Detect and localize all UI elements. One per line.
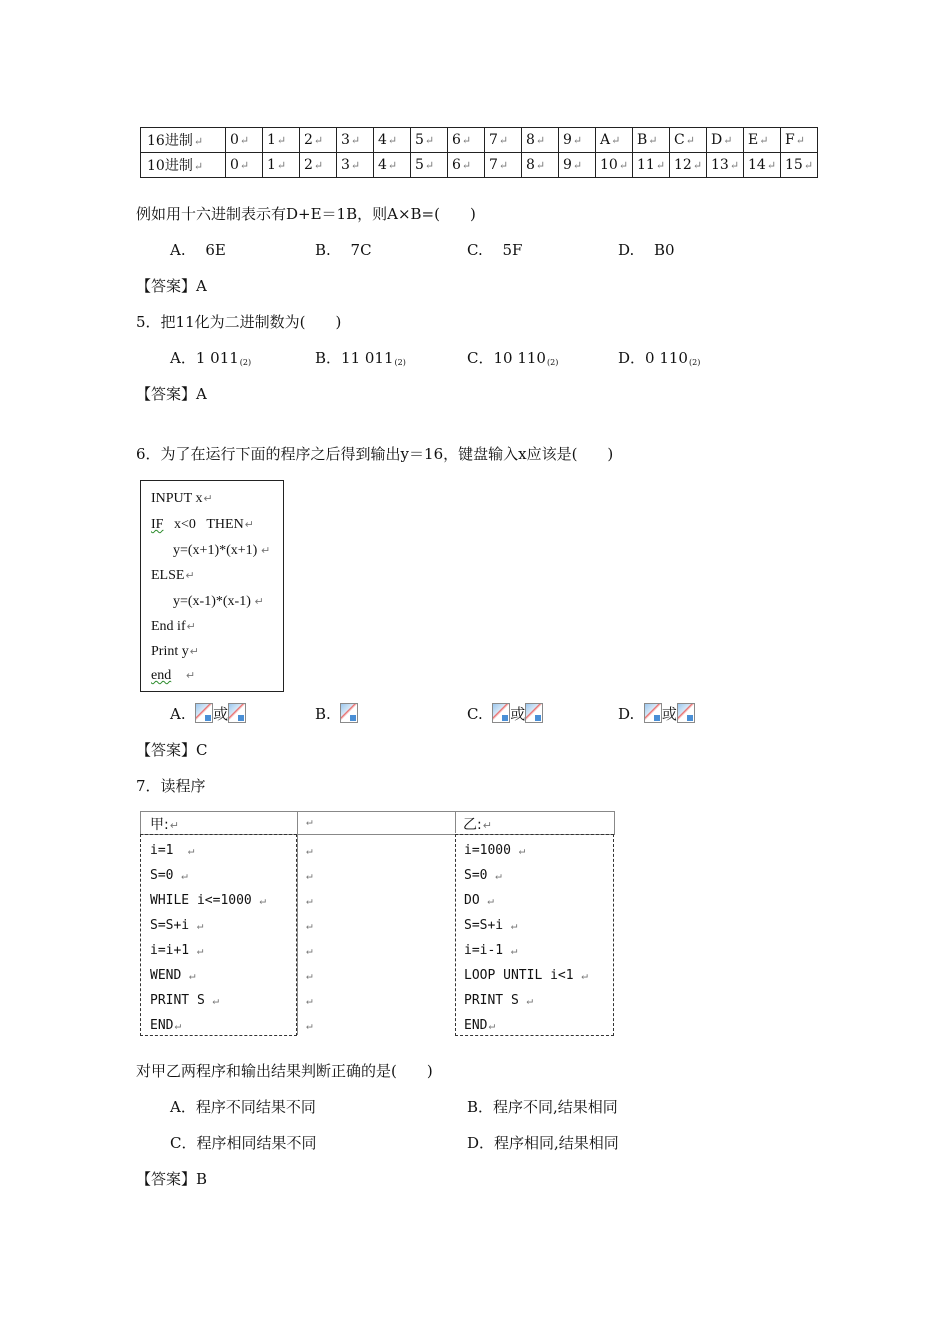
program-jia-header: 甲:↵ xyxy=(150,817,179,833)
table-cell: 8↵ xyxy=(522,128,559,153)
empty-cell-mark: ↵ xyxy=(306,815,313,828)
table-cell: 4↵ xyxy=(374,128,411,153)
broken-image-icon xyxy=(228,703,246,723)
code-line: PRINT S ↵ xyxy=(464,993,534,1008)
question-stem: 5．把11化为二进制数为( ) xyxy=(136,313,342,331)
question-stem: 例如用十六进制表示有D+E＝1B，则A×B=( ) xyxy=(136,205,476,223)
table-cell: 9↵ xyxy=(559,153,596,178)
hex-decimal-table xyxy=(140,127,818,178)
broken-image-icon xyxy=(644,703,662,723)
option-a: A. 6E xyxy=(170,241,226,259)
program-comparison-table xyxy=(140,811,614,1036)
table-cell: 7↵ xyxy=(485,153,522,178)
program-box xyxy=(140,480,284,692)
table-cell: 2↵ xyxy=(300,153,337,178)
broken-image-icon xyxy=(340,703,358,723)
empty-cell-mark: ↵ xyxy=(306,944,313,957)
code-line: WEND ↵ xyxy=(150,968,196,983)
table-cell: 7↵ xyxy=(485,128,522,153)
question-stem: 6．为了在运行下面的程序之后得到输出y＝16，键盘输入x应该是( ) xyxy=(136,445,614,463)
code-line: y=(x+1)*(x+1) ↵ xyxy=(173,543,271,558)
option-b: B. 7C xyxy=(315,241,372,259)
code-line: LOOP UNTIL i<1 ↵ xyxy=(464,968,588,983)
code-line: PRINT S ↵ xyxy=(150,993,220,1008)
broken-image-icon xyxy=(525,703,543,723)
code-line: Print y↵ xyxy=(151,644,199,659)
table-cell: A↵ xyxy=(596,128,633,153)
option-c: C. 5F xyxy=(467,241,523,259)
code-line: S=S+i ↵ xyxy=(150,918,204,933)
table-cell: 5↵ xyxy=(411,153,448,178)
empty-cell-mark: ↵ xyxy=(306,844,313,857)
answer-label: 【答案】A xyxy=(136,385,207,403)
table-cell: 1↵ xyxy=(263,153,300,178)
option-d: D. 或 xyxy=(618,703,695,724)
table-cell: B↵ xyxy=(633,128,670,153)
code-line: DO ↵ xyxy=(464,893,494,908)
column-divider xyxy=(455,811,456,833)
empty-cell-mark: ↵ xyxy=(306,1019,313,1032)
option-c: C．10 $110_{(2)}$ xyxy=(467,349,559,367)
option-a: A. 或 xyxy=(170,703,246,724)
code-line: IF x<0 THEN↵ xyxy=(151,517,254,532)
table-cell: 12↵ xyxy=(670,153,707,178)
option-b: B．11 $011_{(2)}$ xyxy=(315,349,406,367)
broken-image-icon xyxy=(195,703,213,723)
broken-image-icon xyxy=(677,703,695,723)
table-cell: 15↵ xyxy=(781,153,818,178)
program-yi-header: 乙:↵ xyxy=(463,817,492,833)
code-line: END↵ xyxy=(464,1018,496,1033)
code-line: i=i-1 ↵ xyxy=(464,943,518,958)
code-line: End if↵ xyxy=(151,619,196,634)
table-cell: D↵ xyxy=(707,128,744,153)
option-c: C．程序相同结果不同 xyxy=(170,1134,317,1152)
table-cell: 11↵ xyxy=(633,153,670,178)
option-c: C. 或 xyxy=(467,703,543,724)
table-cell: 5↵ xyxy=(411,128,448,153)
table-cell: E↵ xyxy=(744,128,781,153)
code-line: i=1 ↵ xyxy=(150,843,195,858)
code-line: i=1000 ↵ xyxy=(464,843,526,858)
code-line: end ↵ xyxy=(151,668,196,683)
answer-label: 【答案】A xyxy=(136,277,207,295)
code-line: ELSE↵ xyxy=(151,568,195,583)
code-line: WHILE i<=1000 ↵ xyxy=(150,893,266,908)
header-row xyxy=(140,811,615,835)
table-cell: 9↵ xyxy=(559,128,596,153)
table-cell: 0↵ xyxy=(226,128,263,153)
table-row-hex xyxy=(141,128,818,153)
table-cell: C↵ xyxy=(670,128,707,153)
table-cell: 6↵ xyxy=(448,153,485,178)
answer-label: 【答案】B xyxy=(136,1170,208,1188)
row-label: 16进制↵ xyxy=(141,128,226,153)
code-line: y=(x-1)*(x-1) ↵ xyxy=(173,594,264,609)
code-line: END↵ xyxy=(150,1018,182,1033)
table-cell: 10↵ xyxy=(596,153,633,178)
table-cell: 4↵ xyxy=(374,153,411,178)
code-line: S=S+i ↵ xyxy=(464,918,518,933)
option-d: D．0 $110_{(2)}$ xyxy=(618,349,701,367)
answer-label: 【答案】C xyxy=(136,741,208,759)
option-a: A．1 $011_{(2)}$ xyxy=(170,349,252,367)
option-a: A．程序不同结果不同 xyxy=(170,1098,316,1116)
code-line: i=i+1 ↵ xyxy=(150,943,204,958)
code-line: S=0 ↵ xyxy=(464,868,502,883)
empty-cell-mark: ↵ xyxy=(306,869,313,882)
option-d: D. B0 xyxy=(618,241,675,259)
table-cell: 0↵ xyxy=(226,153,263,178)
table-cell: 3↵ xyxy=(337,128,374,153)
option-b: B. xyxy=(315,703,358,723)
table-cell: F↵ xyxy=(781,128,818,153)
table-row-decimal xyxy=(141,153,818,178)
column-divider xyxy=(297,811,298,1035)
empty-cell-mark: ↵ xyxy=(306,969,313,982)
question-text: 对甲乙两程序和输出结果判断正确的是( ) xyxy=(136,1062,433,1080)
table-cell: 8↵ xyxy=(522,153,559,178)
code-line: INPUT x↵ xyxy=(151,491,213,506)
broken-image-icon xyxy=(492,703,510,723)
code-line: S=0 ↵ xyxy=(150,868,188,883)
table-cell: 1↵ xyxy=(263,128,300,153)
table-cell: 2↵ xyxy=(300,128,337,153)
empty-cell-mark: ↵ xyxy=(306,919,313,932)
table-cell: 6↵ xyxy=(448,128,485,153)
option-d: D．程序相同,结果相同 xyxy=(467,1134,619,1152)
option-b: B．程序不同,结果相同 xyxy=(467,1098,618,1116)
question-stem: 7．读程序 xyxy=(136,777,206,795)
table-cell: 13↵ xyxy=(707,153,744,178)
table-cell: 3↵ xyxy=(337,153,374,178)
empty-cell-mark: ↵ xyxy=(306,894,313,907)
row-label: 10进制↵ xyxy=(141,153,226,178)
table-cell: 14↵ xyxy=(744,153,781,178)
empty-cell-mark: ↵ xyxy=(306,994,313,1007)
